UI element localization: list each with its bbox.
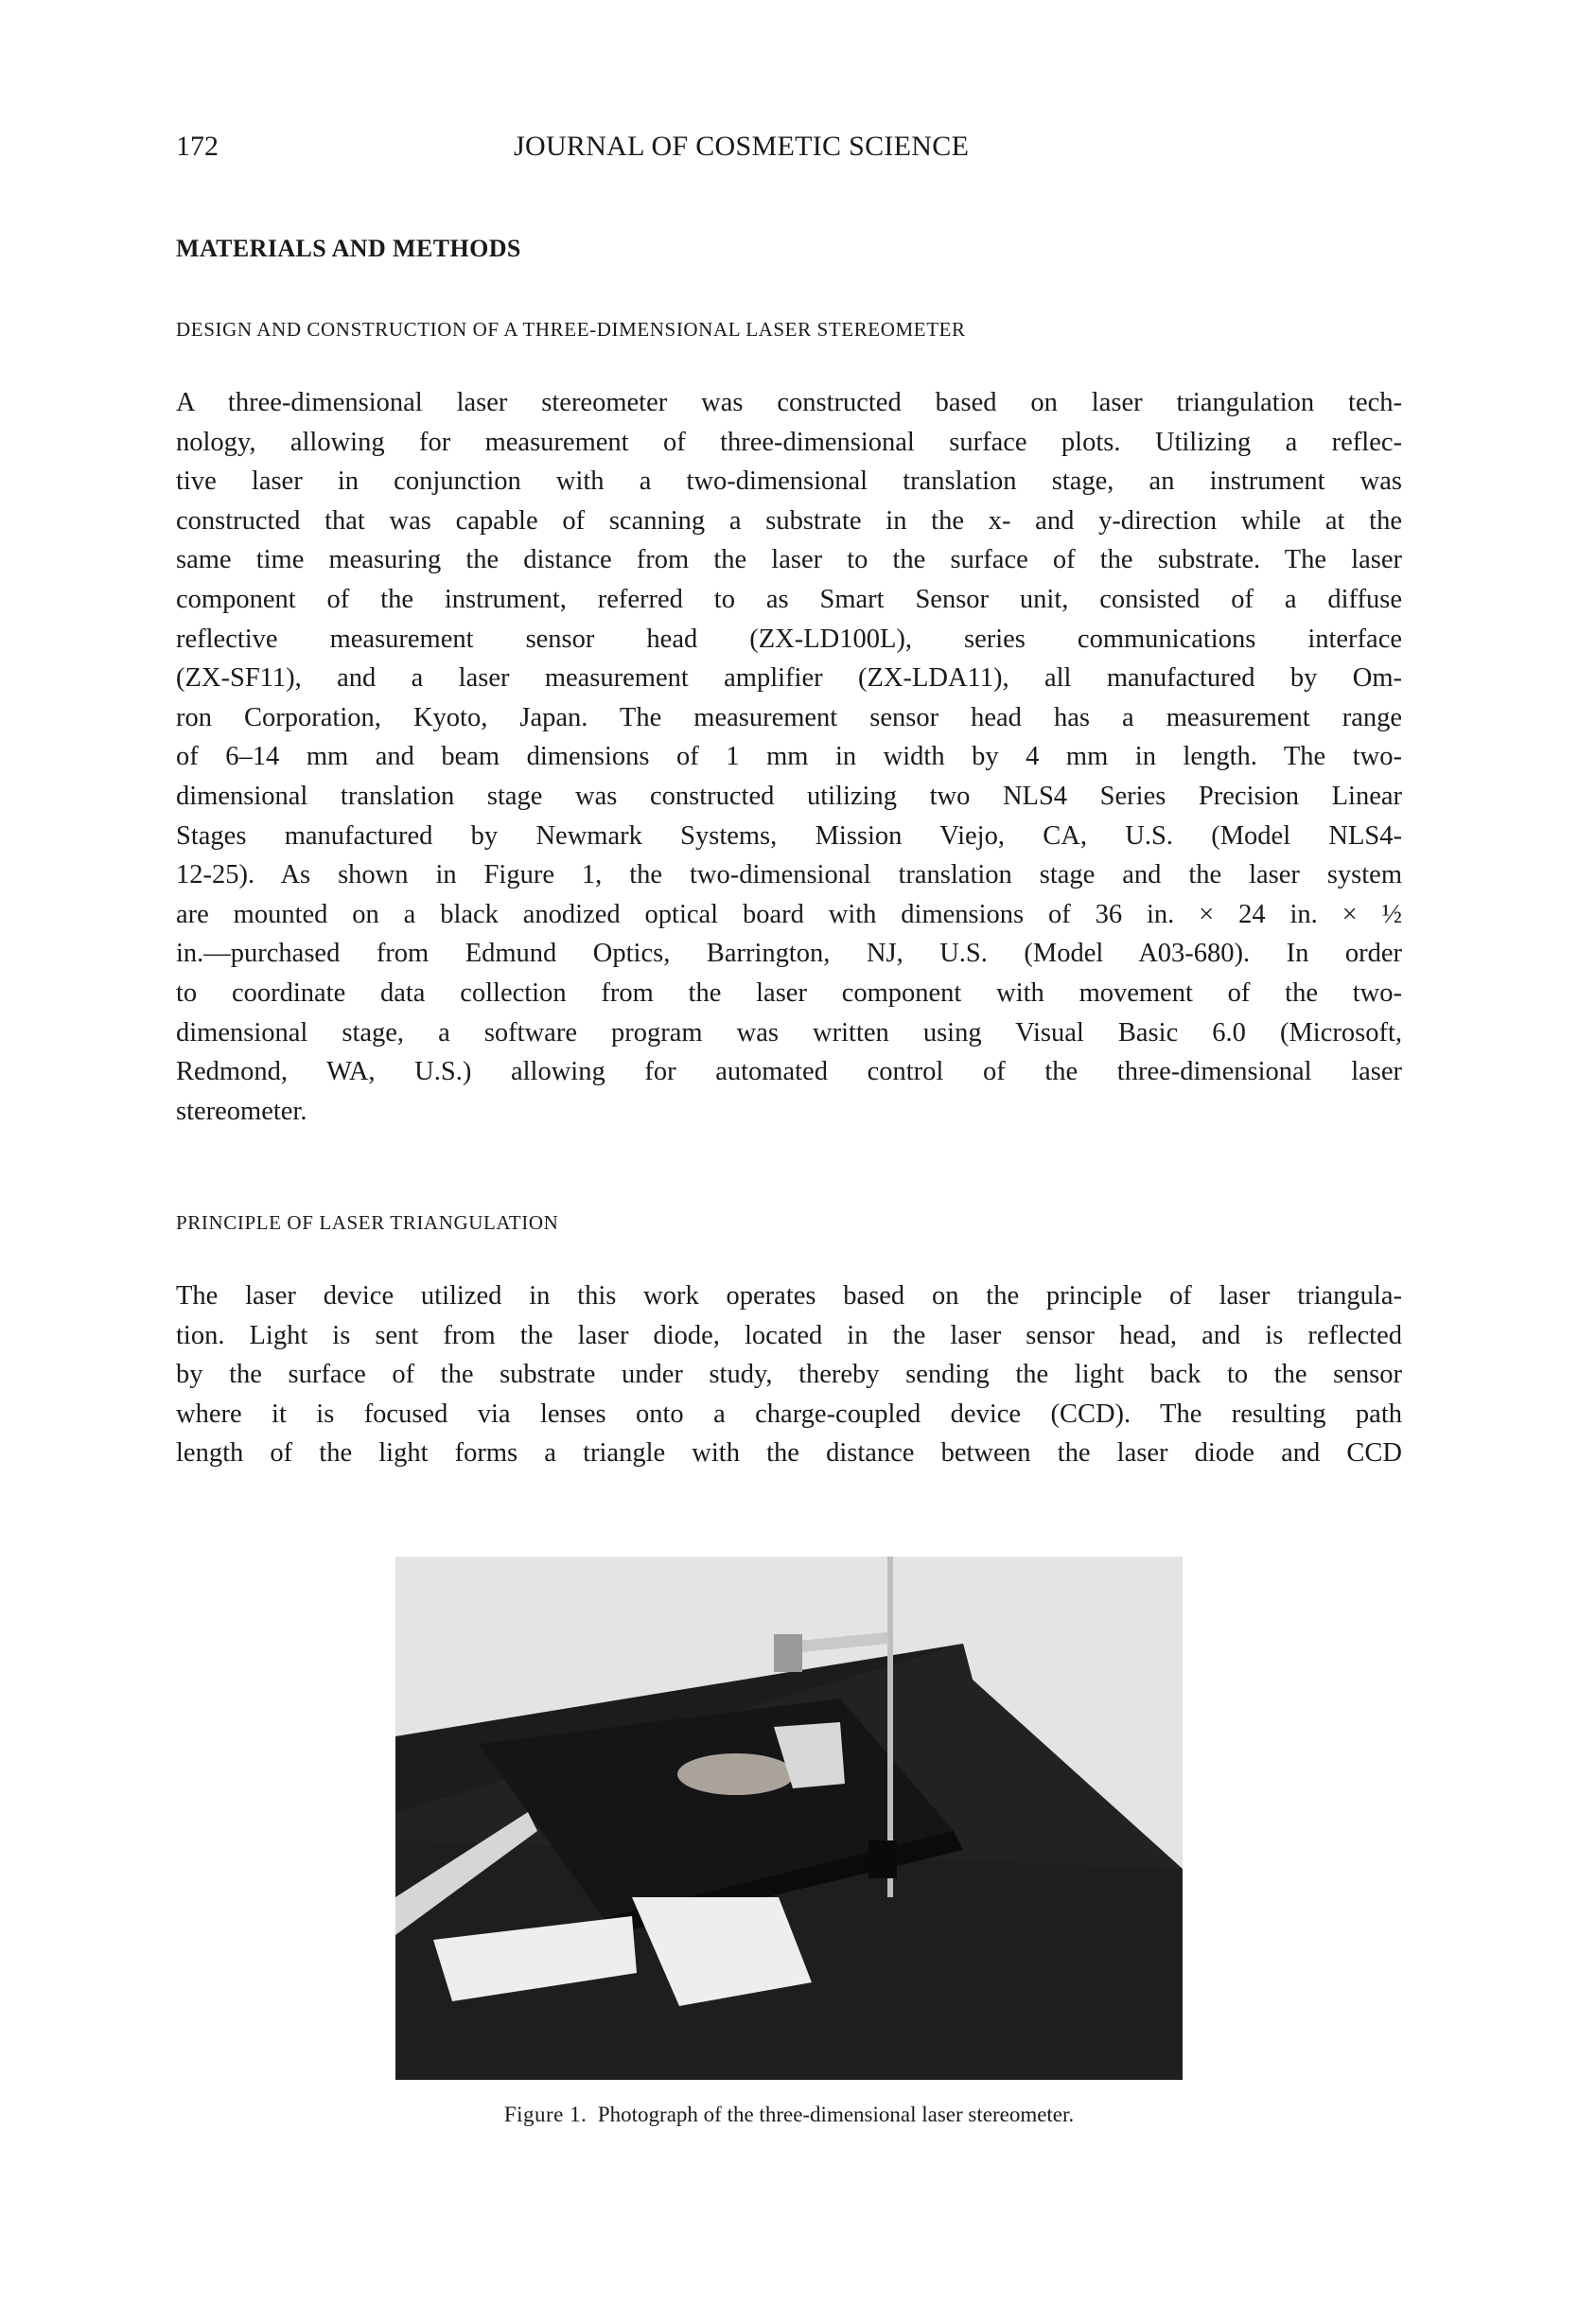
paragraph-design (176, 383, 1402, 1131)
text-line: (ZX-SF11), and a laser measurement amplifier (ZX-LDA11), all manufactured by Om- (176, 663, 1402, 694)
text-line: Stages manufactured by Newmark Systems, Mission Viejo, CA, U.S. (Model NLS4- (176, 820, 1402, 851)
text-line: where it is focused via lenses onto a charge-coupled device (CCD). The resulting path (176, 1399, 1402, 1429)
section-heading: MATERIALS AND METHODS (176, 235, 521, 262)
text-line: length of the light forms a triangle with the distance between the laser diode and CCD (176, 1438, 1402, 1469)
text-line: tion. Light is sent from the laser diode, located in the laser sensor head, and is reflected (176, 1320, 1402, 1350)
figure-caption (176, 2103, 1402, 2127)
text-line: 12-25). As shown in Figure 1, the two-dimensional translation stage and the laser system (176, 860, 1402, 890)
text-line: nology, allowing for measurement of three-dimensional surface plots. Utilizing a reflec- (176, 427, 1402, 457)
figure-label: Figure 1. (503, 2103, 588, 2126)
text-line: constructed that was capable of scanning a substrate in the x- and y-direction while at the (176, 505, 1402, 536)
text-line: same time measuring the distance from the laser to the surface of the substrate. The laser (176, 545, 1402, 575)
paragraph-triangulation (176, 1276, 1402, 1473)
text-line: stereometer. (176, 1096, 307, 1126)
figure-caption-text: Photograph of the three-dimensional laser stereometer. (597, 2103, 1075, 2126)
running-head: JOURNAL OF COSMETIC SCIENCE (514, 131, 970, 162)
text-line: tive laser in conjunction with a two-dimensional translation stage, an instrument was (176, 466, 1402, 497)
text-line: The laser device utilized in this work operates based on the principle of laser triangula- (176, 1281, 1402, 1311)
subsection-heading-design: DESIGN AND CONSTRUCTION OF A THREE-DIMENSIONAL LASER STEREOMETER (176, 318, 966, 341)
text-line: A three-dimensional laser stereometer was constructed based on laser triangulation tech- (176, 388, 1402, 417)
text-line: ron Corporation, Kyoto, Japan. The measurement sensor head has a measurement range (176, 702, 1402, 732)
text-line: are mounted on a black anodized optical board with dimensions of 36 in. × 24 in. × ½ (176, 899, 1402, 929)
text-line: to coordinate data collection from the laser component with movement of the two- (176, 977, 1402, 1008)
figure-photograph (395, 1557, 1183, 2080)
laser-stereometer-photo (395, 1557, 1183, 2080)
subsection-heading-triangulation: PRINCIPLE OF LASER TRIANGULATION (176, 1211, 559, 1234)
text-line: of 6–14 mm and beam dimensions of 1 mm in width by 4 mm in length. The two- (176, 742, 1402, 772)
text-line: dimensional stage, a software program was written using Visual Basic 6.0 (Microsoft, (176, 1017, 1402, 1047)
text-line: in.—purchased from Edmund Optics, Barrington, NJ, U.S. (Model A03-680). In order (176, 939, 1402, 969)
text-line: dimensional translation stage was constructed utilizing two NLS4 Series Precision Linear (176, 781, 1402, 811)
text-line: reflective measurement sensor head (ZX-LD100L), series communications interface (176, 624, 1402, 654)
text-line: Redmond, WA, U.S.) allowing for automated control of the three-dimensional laser (176, 1057, 1402, 1087)
text-line: component of the instrument, referred to as Smart Sensor unit, consisted of a diffuse (176, 584, 1402, 614)
text-line: by the surface of the substrate under study, thereby sending the light back to the sensor (176, 1360, 1402, 1390)
page-number: 172 (176, 131, 219, 162)
